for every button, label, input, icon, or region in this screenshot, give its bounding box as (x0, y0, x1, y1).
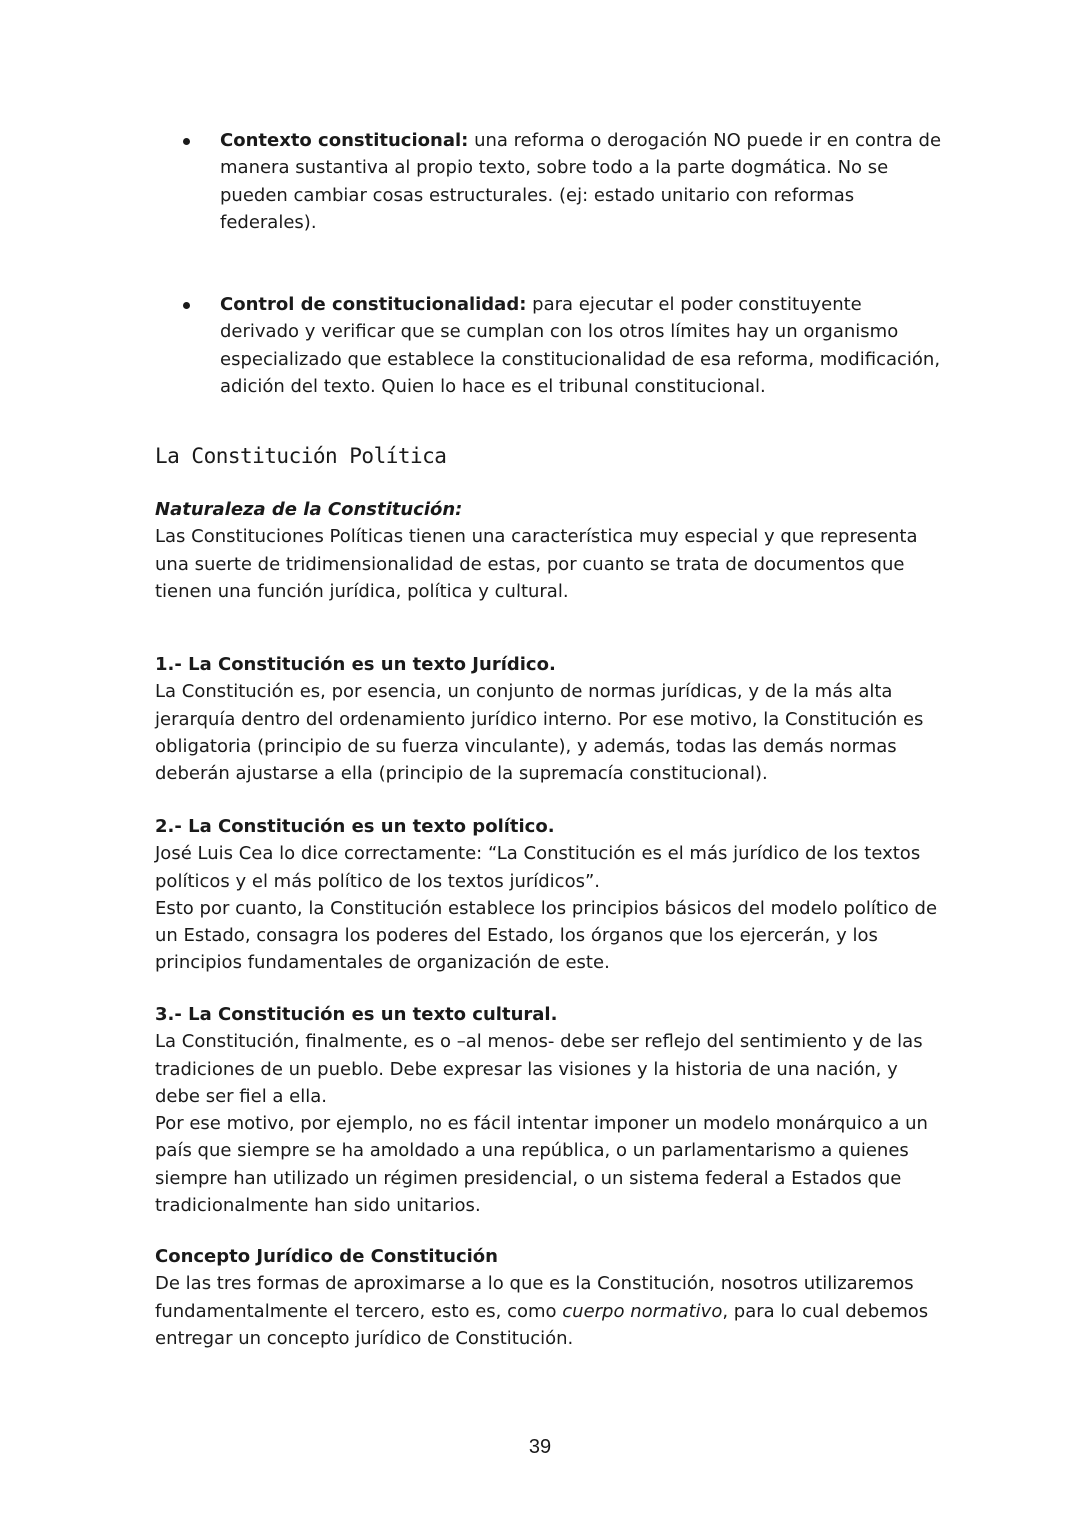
bullet-contexto-constitucional (155, 127, 945, 236)
bullet-control-constitucionalidad (155, 291, 945, 400)
point2-section (155, 813, 945, 977)
point2-heading: 2.- La Constitución es un texto político. (155, 816, 555, 837)
point3-paragraph-2: Por ese motivo, por ejemplo, no es fácil intentar imponer un modelo monárquico a un país que siempre se ha amoldado a una república, o un parlamentarismo a quienes siempre han utilizado un régimen presidencial, o un sistema federal a Estados que tradicionalmente han sido unitarios. (155, 1113, 928, 1217)
concepto-paragraph (155, 1270, 945, 1352)
point1-paragraph: La Constitución es, por esencia, un conjunto de normas jurídicas, y de la más alta jerarquía dentro del ordenamiento jurídico interno. Por ese motivo, la Constitución es obligatoria (principio de su fuerza vinculante), y además, todas las demás normas deberán ajustarse a ella (principio de la supremacía constitucional). (155, 681, 924, 785)
bullet-dot-icon (183, 302, 190, 309)
limits-bullet-list (155, 127, 945, 400)
naturaleza-section (155, 496, 945, 605)
naturaleza-paragraph: Las Constituciones Políticas tienen una característica muy especial y que representa una suerte de tridimensionalidad de estas, por cuanto se trata de documentos que tienen una función jurídica, política y cultural. (155, 526, 918, 602)
point3-section (155, 1001, 945, 1219)
concepto-text-after: , para lo cual debemos entregar un concepto jurídico de Constitución. (155, 1300, 929, 1349)
concepto-heading: Concepto Jurídico de Constitución (155, 1246, 498, 1267)
naturaleza-heading: Naturaleza de la Constitución: (155, 499, 463, 520)
point1-heading: 1.- La Constitución es un texto Jurídico. (155, 654, 556, 675)
point2-paragraph: Esto por cuanto, la Constitución establece los principios básicos del modelo político de un Estado, consagra los poderes del Estado, los órganos que los ejercerán, y los principios fundamentales de organización de este. (155, 897, 938, 974)
point3-paragraph-1: La Constitución, finalmente, es o –al menos- debe ser reflejo del sentimiento y de las tradiciones de un pueblo. Debe expresar las visiones y la historia de una nación, y debe ser fiel a ella. (155, 1031, 923, 1107)
bullet-term: Contexto constitucional: (220, 130, 469, 151)
bullet-text: una reforma o derogación NO puede ir en contra de manera sustantiva al propio texto, sobre todo a la parte dogmática. No se pueden cambiar cosas estructurales. (ej: estado unitario con reformas federales). (220, 130, 942, 233)
concepto-text-italic: cuerpo normativo (562, 1300, 723, 1322)
concepto-text-before: De las tres formas de aproximarse a lo que es la Constitución, nosotros utilizaremos fundamentalmente el tercero, esto es, como (155, 1273, 914, 1322)
concepto-section (155, 1243, 945, 1352)
point3-heading: 3.- La Constitución es un texto cultural. (155, 1004, 558, 1025)
point1-section (155, 651, 945, 787)
page-number: 39 (528, 1436, 552, 1458)
section-title: La Constitución Política (155, 444, 447, 468)
bullet-text: para ejecutar el poder constituyente derivado y verificar que se cumplan con los otros límites hay un organismo especializado que establece la constitucionalidad de esa reforma, modificación, adición del texto. Quien lo hace es el tribunal constitucional. (220, 294, 941, 398)
bullet-dot-icon (183, 138, 190, 145)
point2-paragraph-quote: José Luis Cea lo dice correctamente: “La Constitución es el más jurídico de los textos políticos y el más político de los textos jurídicos”. (155, 843, 921, 892)
bullet-term: Control de constitucionalidad: (220, 294, 527, 316)
